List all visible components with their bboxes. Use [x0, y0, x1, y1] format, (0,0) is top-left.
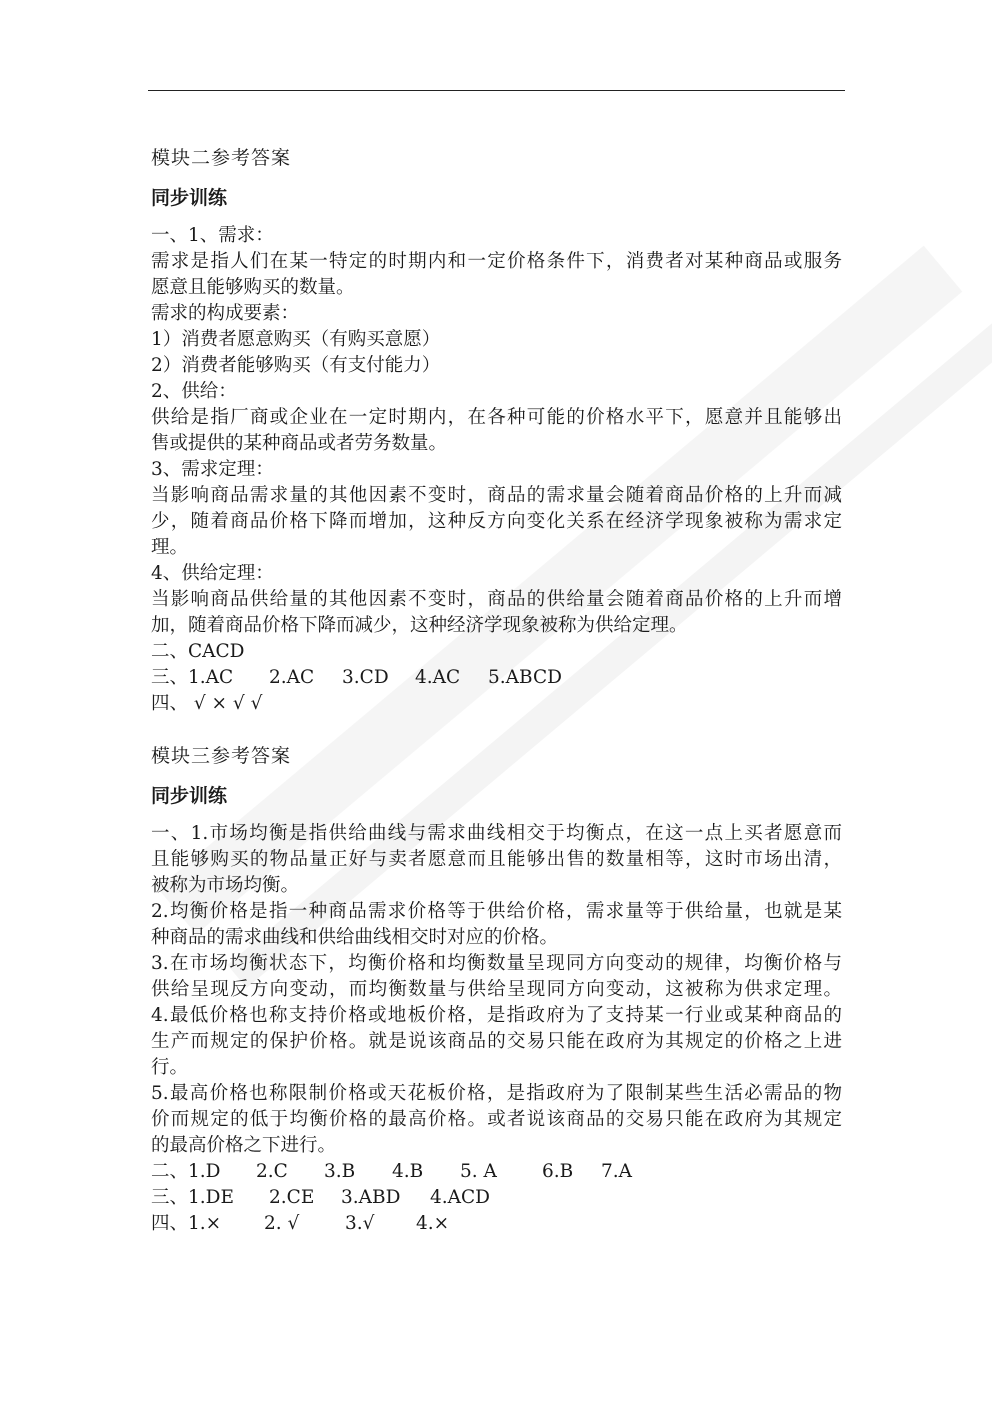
text-line: 售或提供的某种商品或者劳务数量。 — [151, 433, 448, 454]
text-line: 少，随着商品价格下降而增加，这种反方向变化关系在经济学现象被称为需求定 — [151, 511, 842, 532]
text-line: 4.最低价格也称支持价格或地板价格，是指政府为了支持某一行业或某种商品的 — [151, 1005, 842, 1026]
module3-heading: 同步训练 — [151, 785, 228, 807]
text-line: 2、供给： — [151, 381, 237, 402]
text-line: 当影响商品供给量的其他因素不变时，商品的供给量会随着商品价格的上升而增 — [151, 589, 842, 610]
text-line: 需求是指人们在某一特定的时期内和一定价格条件下，消费者对某种商品或服务 — [151, 251, 842, 272]
answer-prefix: 三、 — [151, 1187, 189, 1208]
answer-item: 3.CD — [342, 667, 389, 688]
text-line: 愿意且能够购买的数量。 — [151, 277, 355, 298]
text-line: 理。 — [151, 537, 189, 558]
text-line: 生产而规定的保护价格。就是说该商品的交易只能在政府为其规定的价格之上进 — [151, 1031, 842, 1052]
text-line: 4、供给定理： — [151, 563, 274, 584]
text-line: 供给呈现反方向变动，而均衡数量与供给呈现同方向变动，这被称为供求定理。 — [151, 979, 842, 1000]
module2-row3 — [151, 665, 842, 691]
answer-item: 2.CE — [269, 1187, 315, 1208]
answer-item: 3.√ — [345, 1213, 375, 1234]
answer-item: 7.A — [601, 1161, 633, 1182]
text-line: 1）消费者愿意购买（有购买意愿） — [151, 329, 441, 350]
answer-item: 2.C — [256, 1161, 288, 1182]
text-line: 供给是指厂商或企业在一定时期内，在各种可能的价格水平下，愿意并且能够出 — [151, 407, 842, 428]
module2-title: 模块二参考答案 — [151, 147, 292, 169]
answer-item: 6.B — [542, 1161, 574, 1182]
answer-item: 1.AC — [188, 667, 234, 688]
module3-row2 — [151, 1159, 842, 1185]
text-line: 5.最高价格也称限制价格或天花板价格，是指政府为了限制某些生活必需品的物 — [151, 1083, 842, 1104]
answer-prefix: 三、 — [151, 667, 189, 688]
text-line: 一、1.市场均衡是指供给曲线与需求曲线相交于均衡点，在这一点上买者愿意而 — [151, 823, 842, 844]
text-line: 被称为市场均衡。 — [151, 875, 300, 896]
text-line: 二、CACD — [151, 641, 245, 662]
module3-row4 — [151, 1211, 842, 1237]
module3-row3 — [151, 1185, 842, 1211]
answer-item: 4.AC — [415, 667, 461, 688]
text-line: 3.在市场均衡状态下，均衡价格和均衡数量呈现同方向变动的规律，均衡价格与 — [151, 953, 842, 974]
answer-item: 1.× — [188, 1213, 222, 1234]
text-line: 且能够购买的物品量正好与卖者愿意而且能够出售的数量相等，这时市场出清， — [151, 849, 842, 870]
text-line: 2）消费者能够购买（有支付能力） — [151, 355, 441, 376]
answer-item: 1.DE — [188, 1187, 235, 1208]
header-rule — [148, 90, 845, 91]
module2-body — [151, 223, 842, 665]
answer-item: 5.ABCD — [488, 667, 562, 688]
text-line: 种商品的需求曲线和供给曲线相交时对应的价格。 — [151, 927, 559, 948]
answer-item: 5. A — [460, 1161, 497, 1182]
answer-item: 4.× — [416, 1213, 450, 1234]
answer-item: 1.D — [188, 1161, 221, 1182]
text-line: 价而规定的低于均衡价格的最高价格。或者说该商品的交易只能在政府为其规定 — [151, 1109, 842, 1130]
answer-item: 2. √ — [264, 1213, 300, 1234]
text-line: 需求的构成要素： — [151, 303, 300, 324]
text-line: 行。 — [151, 1057, 189, 1078]
text-line: 的最高价格之下进行。 — [151, 1135, 337, 1156]
text-line: 加，随着商品价格下降而减少，这种经济学现象被称为供给定理。 — [151, 615, 688, 636]
answer-item: 4.ACD — [430, 1187, 491, 1208]
answer-item: 4.B — [392, 1161, 424, 1182]
text-line: 2.均衡价格是指一种商品需求价格等于供给价格，需求量等于供给量，也就是某 — [151, 901, 842, 922]
answer-prefix: 二、 — [151, 1161, 189, 1182]
answer-prefix: 四、 — [151, 1213, 189, 1234]
text-line: 3、需求定理： — [151, 459, 274, 480]
module2-heading: 同步训练 — [151, 187, 228, 209]
answer-item: 3.B — [324, 1161, 356, 1182]
module2-row4: 四、 √ × √ √ — [151, 693, 263, 714]
text-line: 一、1、需求： — [151, 225, 274, 246]
answer-item: 3.ABD — [341, 1187, 401, 1208]
text-line: 当影响商品需求量的其他因素不变时，商品的需求量会随着商品价格的上升而减 — [151, 485, 842, 506]
module3-title: 模块三参考答案 — [151, 745, 292, 767]
answer-item: 2.AC — [269, 667, 315, 688]
module3-body — [151, 821, 842, 1159]
